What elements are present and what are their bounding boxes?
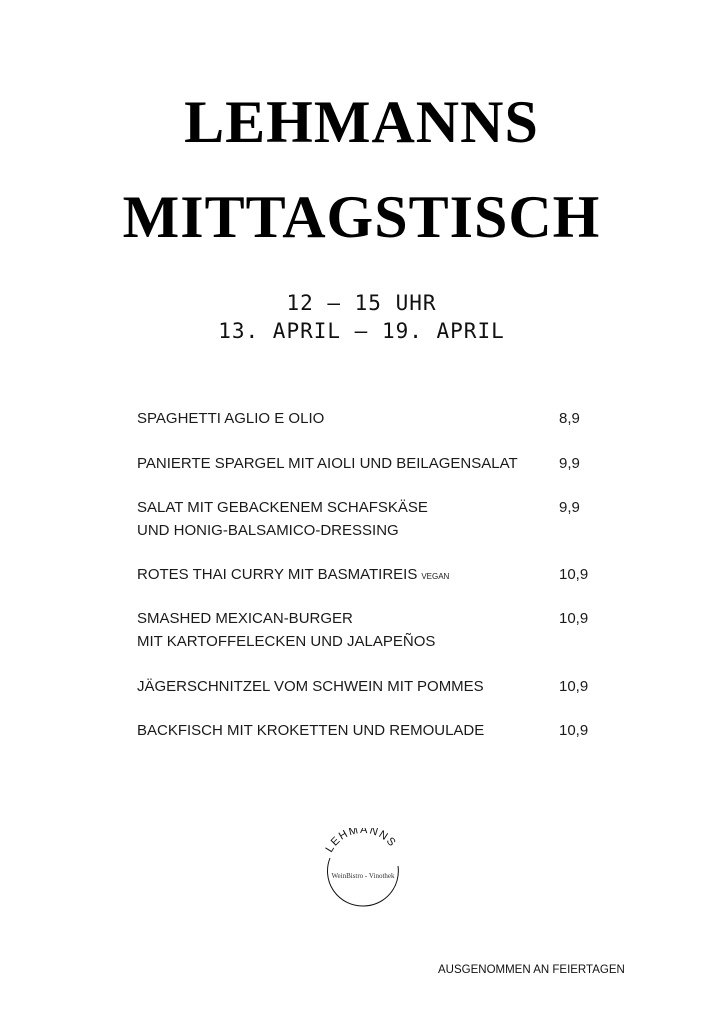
menu-item bbox=[137, 675, 597, 698]
menu-item bbox=[137, 563, 597, 588]
menu-item-name: BACKFISCH MIT KROKETTEN UND REMOULADE bbox=[137, 722, 485, 739]
menu-item-price: 9,9 bbox=[559, 455, 580, 472]
title-line-2: MITTAGSTISCH bbox=[122, 184, 601, 250]
menu-item-name-line-2: UND HONIG-BALSAMICO-DRESSING bbox=[137, 522, 399, 539]
menu-item bbox=[137, 407, 597, 430]
menu-item bbox=[137, 452, 597, 475]
svg-text:LEHMANNS bbox=[323, 828, 398, 855]
menu-item-price: 10,9 bbox=[559, 678, 589, 695]
menu-item-name-line-2: MIT KARTOFFELECKEN UND JALAPEÑOS bbox=[137, 633, 436, 650]
menu-item-price: 10,9 bbox=[559, 610, 589, 627]
logo-subtitle: WeinBistro - Vinothek bbox=[331, 872, 395, 880]
title-line-1: LEHMANNS bbox=[184, 89, 539, 155]
menu-item-name: PANIERTE SPARGEL MIT AIOLI UND BEILAGENSALAT bbox=[137, 455, 518, 472]
menu-item bbox=[137, 719, 597, 742]
menu-item-name: ROTES THAI CURRY MIT BASMATIREIS bbox=[137, 566, 418, 583]
menu-item-price: 9,9 bbox=[559, 499, 580, 516]
menu-item-price: 8,9 bbox=[559, 410, 580, 427]
menu-item-price: 10,9 bbox=[559, 566, 589, 583]
opening-hours: 12 – 15 UHR bbox=[286, 291, 437, 315]
vegan-tag: VEGAN bbox=[421, 572, 450, 581]
menu-item-name: SPAGHETTI AGLIO E OLIO bbox=[137, 410, 325, 427]
menu-item-price: 10,9 bbox=[559, 722, 589, 739]
logo-arc-text: LEHMANNS bbox=[323, 828, 399, 855]
menu-item-name: SMASHED MEXICAN-BURGER bbox=[137, 610, 353, 627]
logo-circle-icon bbox=[320, 828, 406, 914]
menu-item-name: JÄGERSCHNITZEL VOM SCHWEIN MIT POMMES bbox=[137, 678, 484, 695]
holiday-note: AUSGENOMMEN AN FEIERTAGEN bbox=[438, 964, 625, 976]
menu-item bbox=[137, 496, 597, 542]
lehmanns-logo bbox=[320, 828, 406, 914]
menu-item bbox=[137, 607, 597, 653]
menu-item-name: SALAT MIT GEBACKENEM SCHAFSKÄSE bbox=[137, 499, 428, 516]
date-range: 13. APRIL – 19. APRIL bbox=[218, 319, 505, 343]
